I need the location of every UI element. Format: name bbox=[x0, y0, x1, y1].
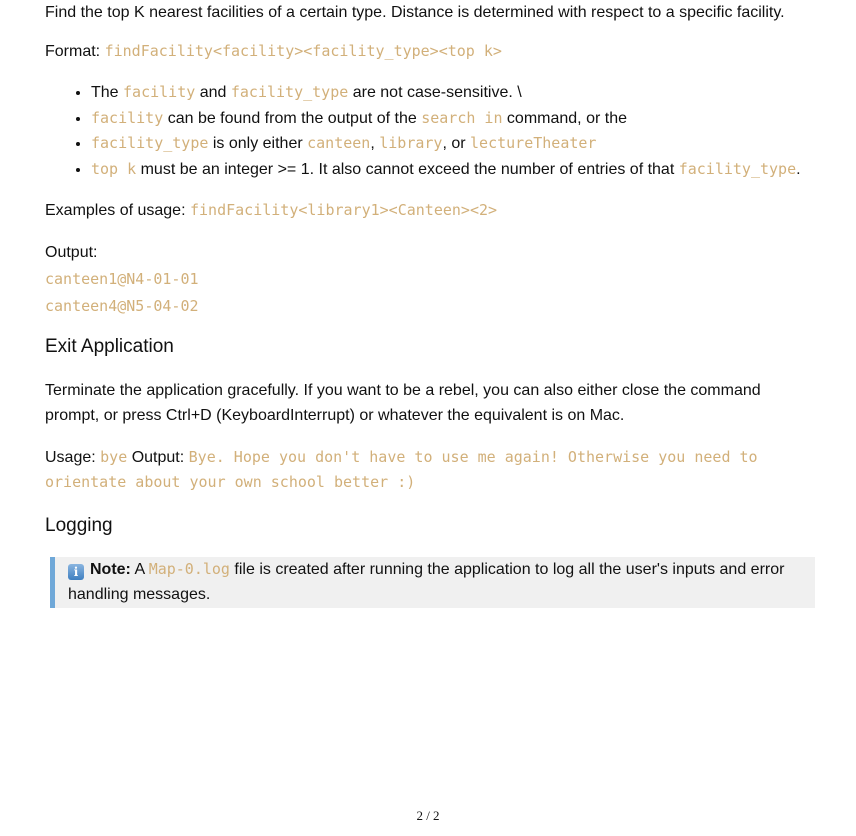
text: file is created after running the application to log all the user's inputs and error handling messages. bbox=[68, 561, 785, 603]
text: command, or the bbox=[502, 109, 627, 127]
list-item bbox=[91, 131, 816, 157]
rules-list bbox=[45, 80, 816, 182]
text: must be an integer >= 1. It also cannot exceed the number of entries of that bbox=[136, 160, 679, 178]
text: can be found from the output of the bbox=[163, 109, 422, 127]
exit-usage bbox=[45, 445, 816, 495]
note-label: Note: bbox=[90, 561, 131, 578]
format-line bbox=[45, 39, 816, 64]
log-filename: Map-0.log bbox=[148, 560, 230, 578]
output-label: Output: bbox=[45, 244, 98, 261]
code: top k bbox=[91, 159, 137, 178]
examples-code: findFacility<library1><Canteen><2> bbox=[189, 201, 498, 219]
code: facility_type bbox=[230, 83, 349, 101]
page-number: 2 / 2 bbox=[416, 808, 440, 823]
code: facility_type bbox=[91, 134, 209, 152]
output-code: Bye. Hope you don't have to use me again! Otherwise you need to orientate about your own school better :) bbox=[45, 448, 758, 491]
code: canteen bbox=[307, 134, 371, 152]
text: . bbox=[796, 160, 801, 178]
code: search in bbox=[421, 108, 503, 127]
output-block bbox=[45, 240, 816, 320]
logging-heading: Logging bbox=[45, 515, 113, 536]
format-label: Format: bbox=[45, 43, 101, 60]
text: , bbox=[370, 135, 380, 152]
code: facility_type bbox=[678, 159, 797, 178]
code: library bbox=[379, 134, 443, 152]
examples-line bbox=[45, 198, 816, 223]
text: and bbox=[195, 84, 231, 101]
code: lectureTheater bbox=[470, 134, 597, 152]
note-callout bbox=[50, 557, 815, 608]
text: , or bbox=[442, 135, 471, 152]
exit-heading: Exit Application bbox=[45, 336, 174, 357]
list-item bbox=[91, 80, 816, 106]
usage-label: Usage: bbox=[45, 449, 96, 466]
list-item bbox=[91, 157, 816, 183]
code: facility bbox=[123, 83, 196, 101]
output-line: canteen1@N4-01-01 bbox=[45, 270, 199, 288]
examples-label: Examples of usage: bbox=[45, 202, 186, 219]
text: A bbox=[130, 561, 149, 578]
usage-code: bye bbox=[100, 448, 128, 466]
output-label: Output: bbox=[131, 449, 185, 466]
intro-text: Find the top K nearest facilities of a certain type. Distance is determined with respect to a specific facility. bbox=[45, 4, 785, 21]
exit-description: Terminate the application gracefully. If you want to be a rebel, you can also either close the command prompt, or press Ctrl+D (KeyboardInterrupt) or whatever the equivalent is on Mac. bbox=[45, 382, 761, 424]
code: facility bbox=[91, 108, 164, 127]
text: is only either bbox=[208, 135, 308, 152]
format-code: findFacility<facility><facility_type><top k> bbox=[104, 42, 502, 60]
list-item bbox=[91, 106, 816, 132]
info-icon: i bbox=[68, 564, 84, 580]
text: are not case-sensitive. \ bbox=[348, 84, 522, 101]
text: The bbox=[91, 84, 124, 101]
output-line: canteen4@N5-04-02 bbox=[45, 297, 199, 315]
